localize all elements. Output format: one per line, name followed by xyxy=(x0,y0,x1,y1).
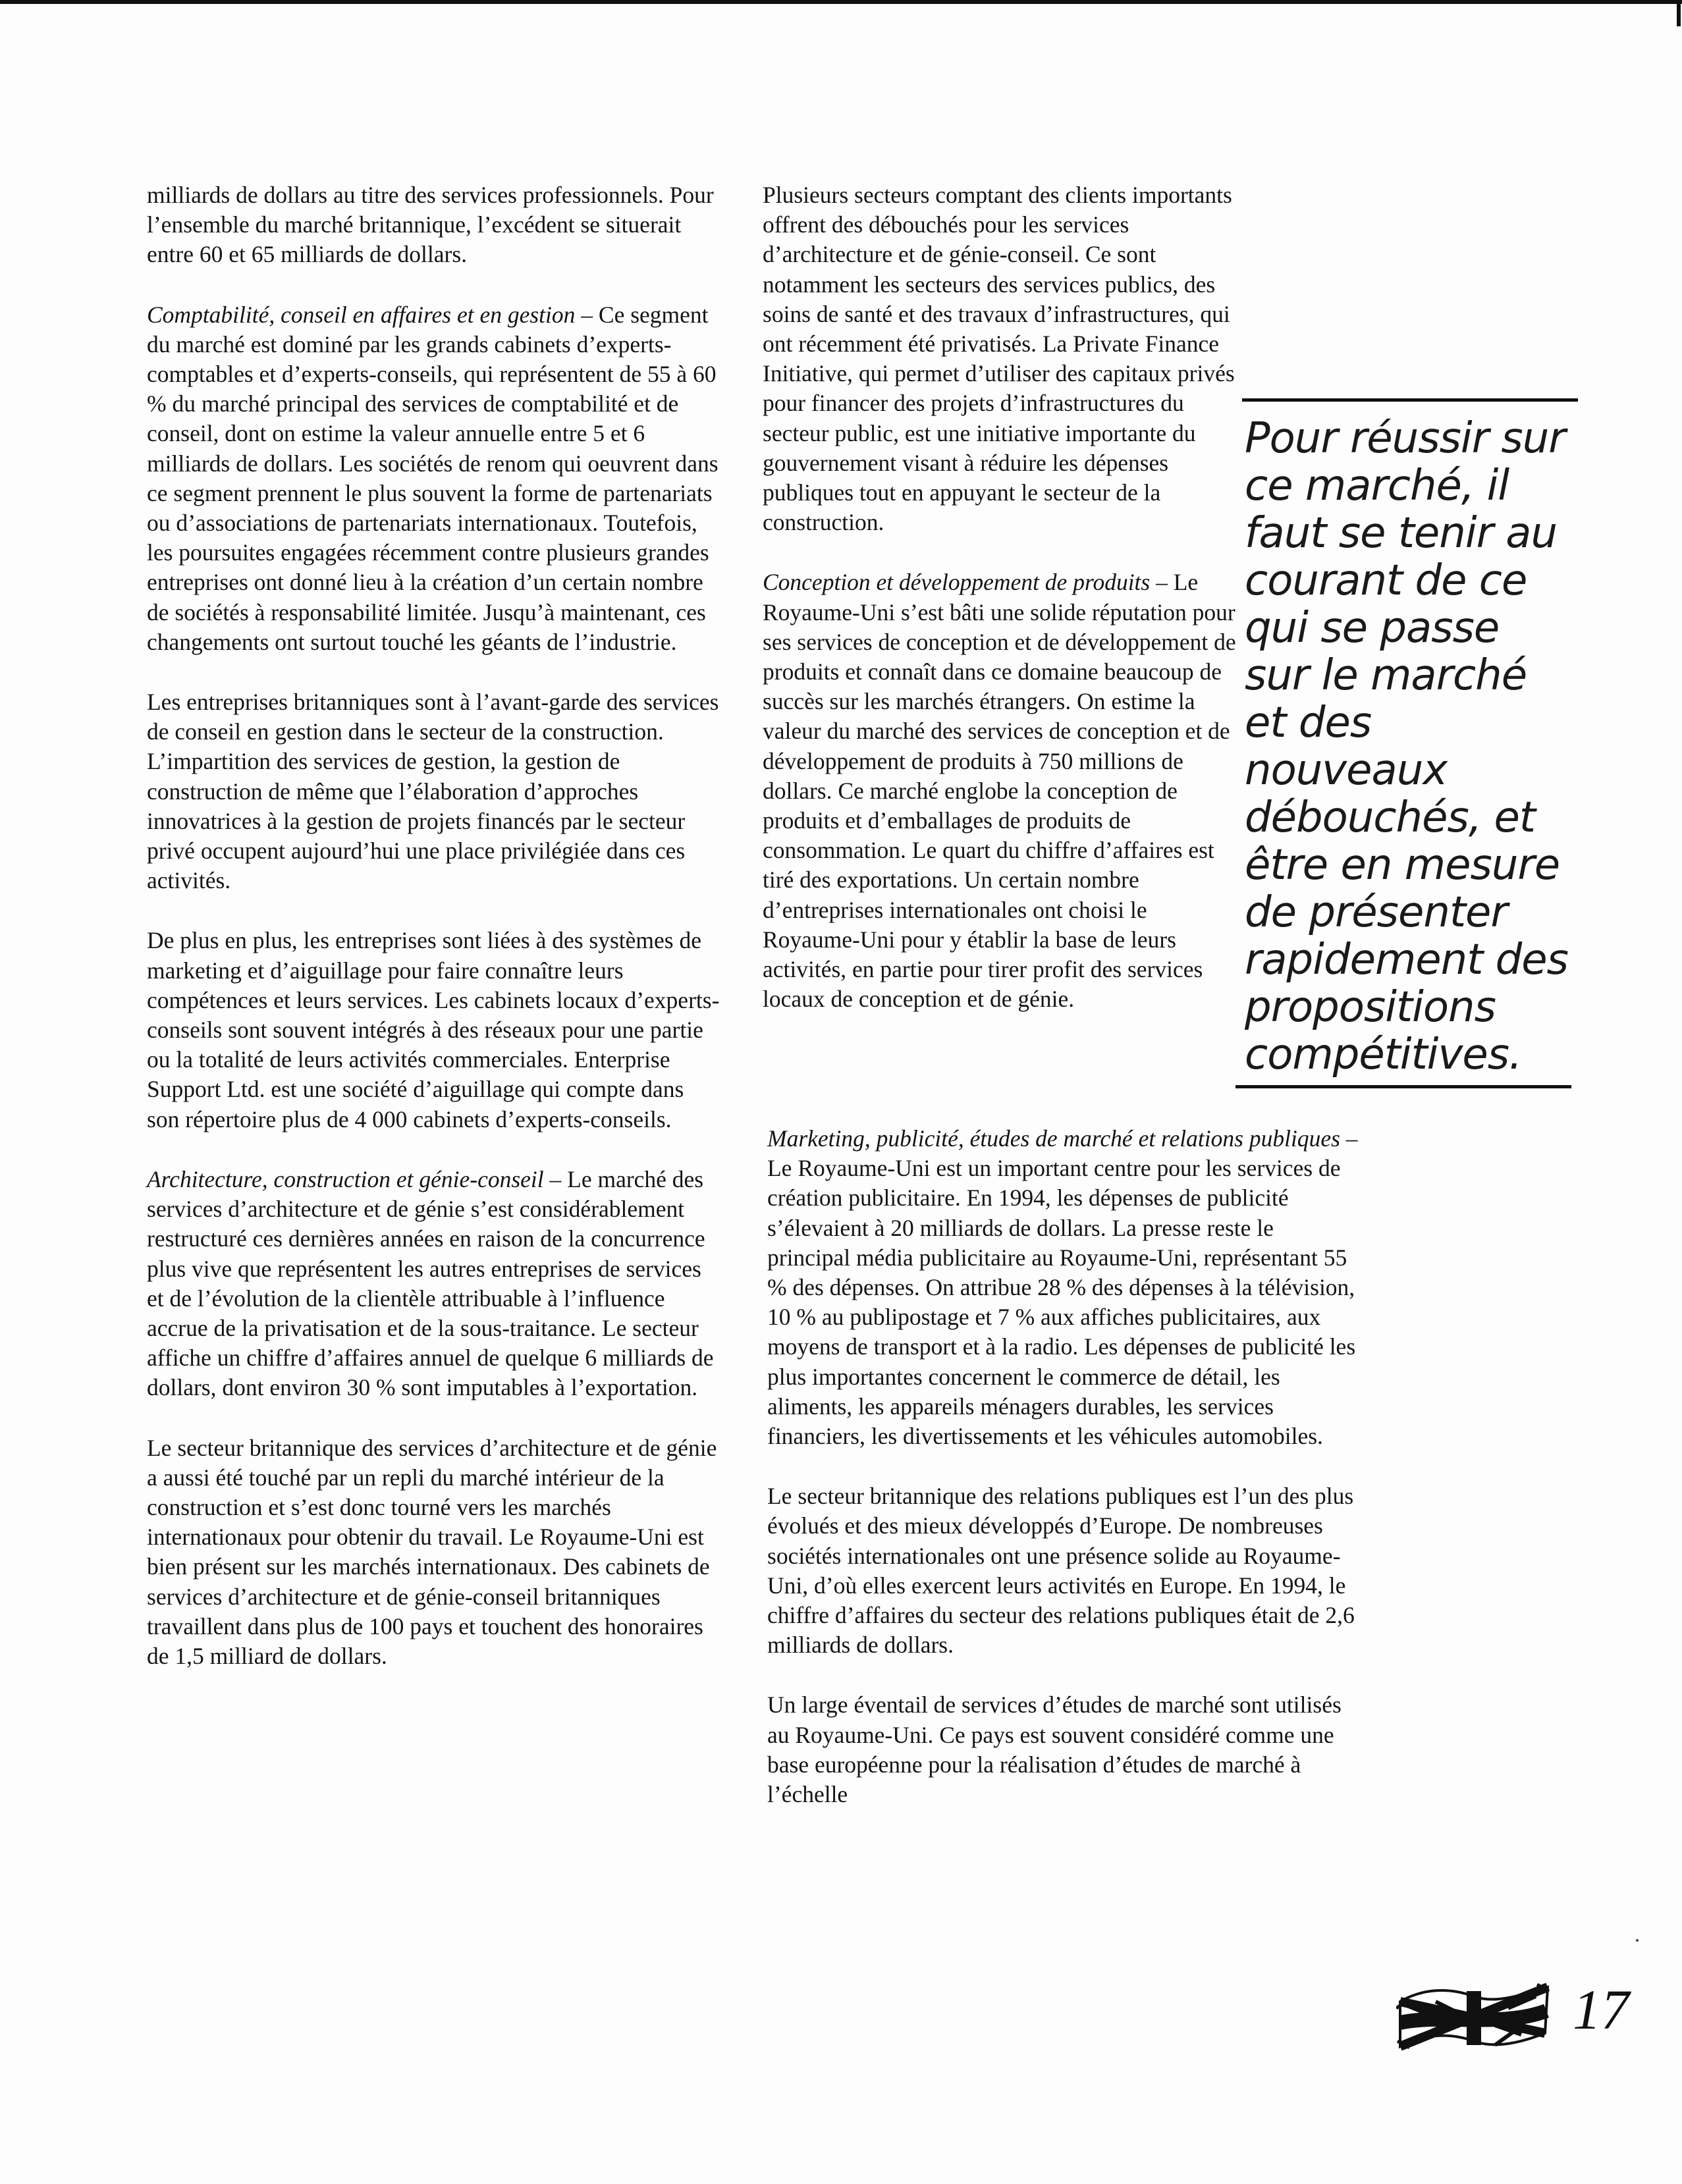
pull-quote-line: nouveaux xyxy=(1245,746,1448,795)
paragraph xyxy=(763,568,1237,1014)
pull-quote-line: compétitives. xyxy=(1245,1030,1522,1079)
pull-quote-line: courant de ce xyxy=(1245,556,1527,605)
pull-quote-line: et des xyxy=(1245,699,1372,747)
corner-border-rule xyxy=(1677,0,1681,26)
left-column xyxy=(147,180,720,1701)
speck xyxy=(1636,1939,1639,1942)
paragraph xyxy=(147,1165,720,1403)
run-in-heading: Comptabilité, conseil en affaires et en gestion xyxy=(147,301,576,328)
top-border-rule xyxy=(0,0,1682,4)
paragraph: Le secteur britannique des relations publiques est l’un des plus évolués et des mieux développés d’Europe. De nombreuses sociétés internationales ont une présence solide au Royaume-Uni, d’où elles exercent leurs activités en Europe. En 1994, le chiffre d’affaires du secteur des relations publiques était de 2,6 milliards de dollars. xyxy=(767,1483,1355,1659)
run-in-heading: Conception et développement de produits xyxy=(763,569,1151,596)
paragraph-text: – Le Royaume-Uni est un important centre pour les services de création publicitaire. En 1994, les dépenses de publicité s’élevaient à 20 milliards de dollars. La presse reste le principal média publicitaire au Royaume-Uni, représentant 55 % des dépenses. On attribue 28 % des dépenses à la télévision, 10 % au publipostage et 7 % aux affiches publicitaires, aux moyens de transport et à la radio. Les dépenses de publicité les plus importantes concernent le commerce de détail, les aliments, les appareils ménagers durables, les services financiers, les divertissements et les véhicules automobiles. xyxy=(767,1125,1358,1450)
paragraph xyxy=(147,300,720,657)
run-in-heading: Architecture, construction et génie-conseil xyxy=(147,1165,544,1192)
pull-quote-line: de présenter xyxy=(1245,888,1507,937)
paragraph xyxy=(767,1124,1360,1451)
paragraph: Le secteur britannique des services d’architecture et de génie a aussi été touché par un repli du marché intérieur de la construction et s’est donc tourné vers les marchés internationaux pour obtenir du travail. Le Royaume-Uni est bien présent sur les marchés internationaux. Des cabinets de services d’architecture et de génie-conseil britanniques travaillent dans plus de 100 pays et touchent des honoraires de 1,5 milliard de dollars. xyxy=(147,1434,717,1669)
pull-quote-line: Pour réussir sur xyxy=(1245,414,1565,463)
pull-quote-text xyxy=(1235,402,1578,1079)
pull-quote-line: ce marché, il xyxy=(1245,462,1509,510)
pull-quote-line: sur le marché xyxy=(1245,651,1527,700)
pull-quote-line: faut se tenir au xyxy=(1245,509,1558,558)
paragraph: milliards de dollars au titre des services professionnels. Pour l’ensemble du marché britannique, l’excédent se situerait entre 60 et 65 milliards de dollars. xyxy=(147,182,714,268)
paragraph: Plusieurs secteurs comptant des clients importants offrent des débouchés pour les services d’architecture et de génie-conseil. Ce sont notamment les secteurs des services publics, des soins de santé et des travaux d’infrastructures, qui ont récemment été privatisés. La Private Finance Initiative, qui permet d’utiliser des capitaux privés pour financer des projets d’infrastructures du secteur public, est une initiative importante du gouvernement visant à réduire les dépenses publiques tout en appuyant le secteur de la construction. xyxy=(763,182,1235,536)
paragraph: Les entreprises britanniques sont à l’avant-garde des services de conseil en gestion dans le secteur de la construction. L’impartition des services de gestion, la gestion de construction de même que l’élaboration d’approches innovatrices à la gestion de projets financés par le secteur privé occupent aujourd’hui une place privilégiée dans ces activités. xyxy=(147,689,719,894)
paragraph-text: – Ce segment du marché est dominé par les grands cabinets d’experts-comptables et d’experts-conseils, qui représentent de 55 à 60 % du marché principal des services de comptabilité et de conseil, dont on estime la valeur annuelle entre 5 et 6 milliards de dollars. Les sociétés de renom qui oeuvrent dans ce segment prennent le plus souvent la forme de partenariats ou d’associations de partenariats internationaux. Toutefois, les poursuites engagées récemment contre plusieurs grandes entreprises ont donné lieu à la création d’un certain nombre de sociétés à responsabilité limitée. Jusqu’à maintenant, ces changements ont surtout touché les géants de l’industrie. xyxy=(147,301,719,655)
pull-quote-bottom-rule xyxy=(1235,1085,1571,1088)
paragraph: De plus en plus, les entreprises sont liées à des systèmes de marketing et d’aiguillage pour faire connaître leurs compétences et leurs services. Les cabinets locaux d’experts-conseils sont souvent intégrés à des réseaux pour une partie ou la totalité de leurs activités commerciales. Enterprise Support Ltd. est une société d’aiguillage qui compte dans son répertoire plus de 4 000 cabinets d’experts-conseils. xyxy=(147,927,720,1132)
pull-quote-line: propositions xyxy=(1245,983,1496,1032)
pull-quote-line: être en mesure xyxy=(1245,841,1560,890)
page-number: 17 xyxy=(1573,1978,1629,2041)
middle-column-lower xyxy=(767,1124,1360,1840)
pull-quote-line: rapidement des xyxy=(1245,936,1568,984)
middle-column-upper xyxy=(763,180,1237,1044)
run-in-heading: Marketing, publicité, études de marché et relations publiques xyxy=(767,1125,1340,1152)
union-jack-flag-icon xyxy=(1396,1982,1552,2054)
pull-quote-line: débouchés, et xyxy=(1245,793,1535,842)
pull-quote-line: qui se passe xyxy=(1245,604,1500,653)
paragraph-text: – Le Royaume-Uni s’est bâti une solide réputation pour ses services de conception et de développement de produits et connaît dans ce domaine beaucoup de succès sur les marchés étrangers. On estime la valeur du marché des services de conception et de développement de produits à 750 millions de dollars. Ce marché englobe la conception de produits et d’emballages de produits de consommation. Le quart du chiffre d’affaires est tiré des exportations. Un certain nombre d’entreprises internationales ont choisi le Royaume-Uni pour y établir la base de leurs activités, en partie pour tirer profit des services locaux de conception et de génie. xyxy=(763,569,1236,1013)
paragraph: Un large éventail de services d’études de marché sont utilisés au Royaume-Uni. Ce pays est souvent considéré comme une base européenne pour la réalisation d’études de marché à l’échelle xyxy=(767,1691,1342,1808)
paragraph-text: – Le marché des services d’architecture et de génie s’est considérablement restructuré ces dernières années en raison de la concurrence plus vive que représentent les autres entreprises de services et de l’évolution de la clientèle attribuable à l’influence accrue de la privatisation et de la sous-traitance. Le secteur affiche un chiffre d’affaires annuel de quelque 6 milliards de dollars, dont environ 30 % sont imputables à l’exportation. xyxy=(147,1165,714,1401)
pull-quote xyxy=(1235,398,1578,1088)
page-footer xyxy=(1396,1975,1660,2054)
